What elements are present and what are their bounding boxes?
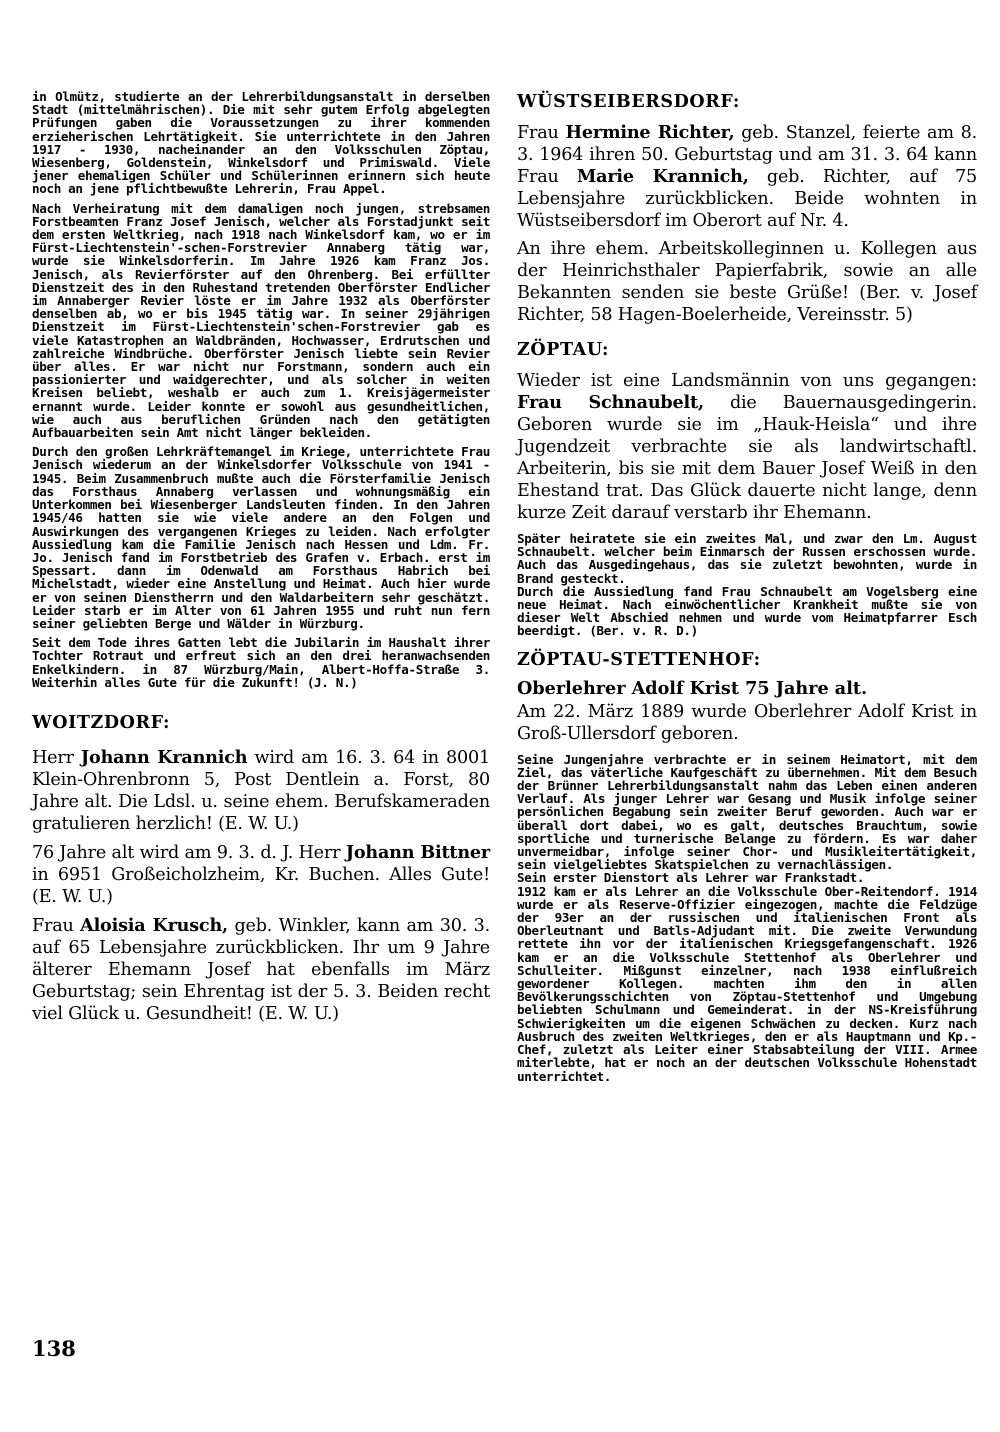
person-name: Hermine Richter, <box>565 122 735 143</box>
text-run: Wieder ist eine Landsmännin von uns gegangen: <box>517 371 977 391</box>
news-item <box>32 842 490 908</box>
article-paragraph: 1912 kam er als Lehrer an die Volksschule Ober-Reitendorf. 1914 wurde er als Reserve-Offizier eingezogen, machte die Feldzüge der 93er an der russischen und italienischen Front als Oberleutnant und Batls-Adjudant mit. Die zweite Verwundung rettete ihn vor der italienischen Kriegsgefangenschaft. 1926 kam er an die Volksschule Stettenhof als Oberlehrer und Schulleiter. Mißgunst einzelner, nach 1938 einflußreich gewordener Kollegen. machten ihm den in allen Bevölkerungsschichten von Zöptau-Stettenhof und Umgebung beliebten Schulmann und Gemeinderat. in der NS-Kreisführung Schwierigkeiten um die eigenen Schwächen zu decken. Kurz nach Ausbruch des zweiten Weltkrieges, den er als Hauptmann und Kp.-Chef, zuletzt als Leiter einer Stabsabteilung der VIII. Armee miterlebte, hat er noch an der deutschen Volksschule Hohenstadt unterrichtet. <box>517 883 977 1084</box>
section-heading-zoeptau: ZÖPTAU: <box>517 340 610 360</box>
article-paragraph: Nach Verheiratung mit dem damaligen noch jungen, strebsamen Forstbeamten Franz Josef Jenisch, welcher als Forstadjunkt seit dem ersten Weltkrieg, nach 1918 nach Winkelsdorf kam, wo er im Fürst-Liechtenstein'-schen-Forstrevier Annaberg tätig war, wurde sie Winkelsdorferin. Im Jahre 1926 kam Franz Jos. Jenisch, als Revierförster auf den Ohrenberg. Bei erfüllter Dienstzeit des in den Ruhestand tretenden Oberförster Endlicher im Annaberger Revier löste er im Jahre 1932 als Oberförster denselben ab, wo er bis 1945 tätig war. In seiner 29jährigen Dienstzeit im Fürst-Liechtenstein'schen-Forstrevier gab es viele Katastrophen an Waldbränden, Hochwasser, Erdrutschen und zahlreiche Windbrüche. Oberförster Jenisch liebte sein Revier über alles. Er war nicht nur Forstmann, sondern auch ein passionierter und waidgerechter, und als solcher in weiten Kreisen beliebt, weshalb er auch zum 1. Kreisjägermeister ernannt wurde. Leider konnte er sowohl aus gesundheitlichen, wie auch aus beruflichen Gründen nach den getätigten Aufbauarbeiten sein Amt nicht länger bekleiden. <box>32 200 490 441</box>
news-item <box>32 915 490 1025</box>
news-item <box>32 747 490 835</box>
text-run: 76 Jahre alt wird am 9. 3. d. J. Herr <box>32 842 346 863</box>
person-name: Frau Schnaubelt, <box>517 392 704 413</box>
article-paragraph: in Olmütz, studierte an der Lehrerbildungsanstalt in derselben Stadt (mittelmährischen). Die mit sehr gutem Erfolg abgelegten Prüfungen gaben die Voraussetzungen zu ihrer kommenden erzieherischen Lehrtätigkeit. Sie unterrichtete in den Jahren 1917 - 1930, nacheinander an den Volksschulen Zöptau, Wiesenberg, Goldenstein, Winkelsdorf und Primiswald. Viele jener ehemaligen Schüler und Schülerinnen erinnern sich heute noch an jene pflichtbewußte Lehrerin, Frau Appel. <box>32 89 490 197</box>
text-run: die Bauernausgedingerin. Geboren wurde sie im „Hauk-Heisla“ und ihre Jugendzeit verbrachte sie als landwirtschaftl. Arbeiterin, bis sie mit dem Bauer Josef Weiß in den Ehestand trat. Das Glück dauerte nicht lange, denn kurze Zeit darauf verstarb ihr Ehemann. <box>517 393 977 523</box>
news-item: An ihre ehem. Arbeitskolleginnen u. Kollegen aus der Heinrichsthaler Papierfabrik, sowie an alle Bekannten senden sie beste Grüße! (Ber. v. Josef Richter, 58 Hagen-Boelerheide, Vereinsstr. 5) <box>517 239 977 325</box>
text-run: geb. Stanzel, feierte am 8. 3. 1964 ihren 50. Geburtstag und am 31. 3. 64 kann Frau <box>517 123 977 187</box>
article-intro: Am 22. März 1889 wurde Oberlehrer Adolf Krist in Groß-Ullersdorf geboren. <box>517 701 977 744</box>
section-heading-woitzdorf: WOITZDORF: <box>32 712 171 733</box>
text-run: geb. Winkler, kann am 30. 3. auf 65 Lebensjahre zurückblicken. Ihr um 9 Jahre älterer Ehemann Josef hat ebenfalls im März Geburtstag; sein Ehrentag ist der 5. 3. Beiden recht viel Glück u. Gesundheit! (E. W. U.) <box>32 915 490 1024</box>
text-run: Frau <box>32 915 81 936</box>
text-run: in 6951 Großeicholzheim, Kr. Buchen. Alles Gute! (E. W. U.) <box>32 864 490 907</box>
person-name: Marie Krannich, <box>576 166 749 187</box>
person-name: Aloisia Krusch, <box>80 914 228 936</box>
person-name: Johann Bittner <box>345 841 490 863</box>
article-paragraph: Seit dem Tode ihres Gatten lebt die Jubilarin im Haushalt ihrer Tochter Rotraut und erfreut sich an den drei heranwachsenden Enkelkindern. in 87 Würzburg/Main, Albert-Hoffa-Straße 3. Weiterhin alles Gute für die Zukunft! (J. N.) <box>32 635 490 690</box>
section-heading-zoeptau-stettenhof: ZÖPTAU-STETTENHOF: <box>517 649 761 670</box>
text-run: Herr <box>32 747 81 768</box>
article-paragraph: Seine Jungenjahre verbrachte er in seinem Heimatort, mit dem Ziel, das väterliche Kaufgeschäft zu übernehmen. Mit dem Besuch der Brünner Lehrerbildungsanstalt nahm das Leben einen anderen Verlauf. Als junger Lehrer war Gesang und Musik infolge seiner persönlichen Begabung sein zweiter Beruf geworden. Auch war er überall dort dabei, wo es galt, deutsches Brauchtum, sowie sportliche und turnerische Belange zu fördern. Es war daher unvermeidbar, infolge seiner Chor- und Musikleitertätigkeit, sein vielgeliebtes Skatspielchen zu vernachlässigen. <box>517 751 977 873</box>
text-run: geb. Richter, auf 75 Lebensjahre zurückblicken. Beide wohnten in Wüstseibersdorf im Oberort auf Nr. 4. <box>517 167 977 231</box>
text-run: Frau <box>517 123 566 143</box>
person-name: Johann Krannich <box>80 746 248 768</box>
text-run: wird am 16. 3. 64 in 8001 Klein-Ohrenbronn 5, Post Dentlein a. Forst, 80 Jahre alt. Die Ldsl. u. seine ehem. Berufskameraden gratulieren herzlich! (E. W. U.) <box>32 747 490 834</box>
article-paragraph: Sein erster Dienstort als Lehrer war Frankstadt. <box>517 870 865 886</box>
news-item <box>517 122 977 232</box>
section-heading-wuestseibersdorf: WÜSTSEIBERSDORF: <box>517 92 740 112</box>
right-column <box>517 0 977 1083</box>
article-subheading: Oberlehrer Adolf Krist 75 Jahre alt. <box>517 677 868 699</box>
news-item <box>517 370 977 524</box>
left-column <box>32 0 490 1025</box>
article-paragraph: Durch den großen Lehrkräftemangel im Kriege, unterrichtete Frau Jenisch wiederum an der Winkelsdorfer Volksschule von 1941 - 1945. Beim Zusammenbruch mußte auch die Försterfamilie Jenisch das Forsthaus Annaberg verlassen und wohnungsmäßig ein Unterkommen bei Wiesenberger Landsleuten finden. In den Jahren 1945/46 hatten sie wie viele andere an den Folgen und Auswirkungen des vergangenen Krieges zu leiden. Nach erfolgter Aussiedlung kam die Familie Jenisch nach Hessen und Ldm. Fr. Jo. Jenisch fand im Forstbetrieb des Grafen v. Erbach. erst im Spessart. dann im Odenwald am Forsthaus Habrich bei Michelstadt, wieder eine Anstellung und Heimat. Auch hier wurde er von seinen Dienstherrn und den Waldarbeitern sehr geschätzt. Leider starb er im Alter von 61 Jahren 1955 und ruht nun fern seiner geliebten Berge und Wälder in Würzburg. <box>32 444 490 631</box>
page-number: 138 <box>32 1336 76 1361</box>
article-paragraph: Später heiratete sie ein zweites Mal, und zwar den Lm. August Schnaubelt. welcher beim Einmarsch der Russen erschossen wurde. Auch das Ausgedingehaus, das sie zuletzt bewohnten, wurde in Brand gesteckt. <box>517 531 977 586</box>
article-paragraph: Durch die Aussiedlung fand Frau Schnaubelt am Vogelsberg eine neue Heimat. Nach einwöchentlicher Krankheit mußte sie von dieser Welt Abschied nehmen und wurde vom Heimatpfarrer Esch beerdigt. (Ber. v. R. D.) <box>517 583 977 639</box>
